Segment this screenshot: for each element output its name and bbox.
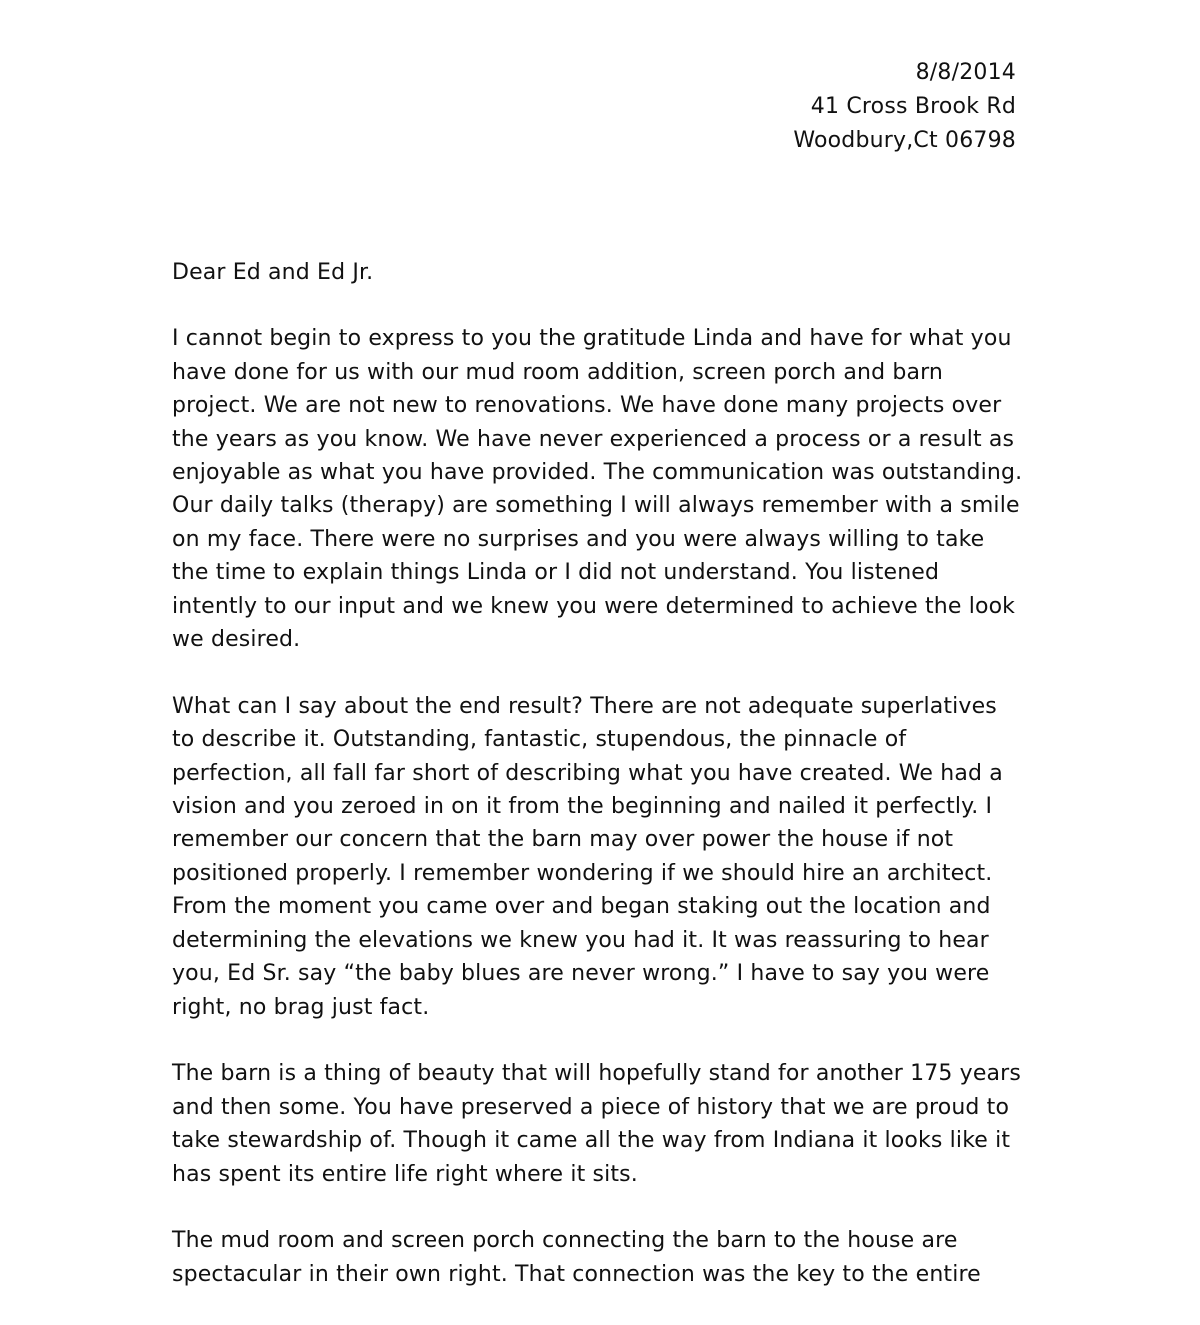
paragraph-line: perfection, all fall far short of describing what you have created. We had a [172, 760, 1003, 786]
street-address: 41 Cross Brook Rd [810, 94, 1016, 119]
paragraph-line: vision and you zeroed in on it from the beginning and nailed it perfectly. I [172, 794, 993, 820]
paragraph-line: and then some. You have preserved a piece of history that we are proud to [172, 1094, 1010, 1120]
paragraph-line: the time to explain things Linda or I did not understand. You listened [172, 560, 940, 586]
paragraph-line: you, Ed Sr. say “the baby blues are never wrong.” I have to say you were [172, 961, 990, 987]
paragraph-4 [172, 1224, 1032, 1291]
paragraph-3 [172, 1057, 1032, 1191]
salutation: Dear Ed and Ed Jr. [172, 260, 374, 285]
paragraph-line: we desired. [172, 627, 301, 653]
letter-date: 8/8/2014 [915, 60, 1016, 85]
paragraph-line: remember our concern that the barn may over power the house if not [172, 827, 954, 853]
paragraph-line: spectacular in their own right. That connection was the key to the entire [172, 1261, 981, 1287]
paragraph-line: the years as you know. We have never experienced a process or a result as [172, 426, 1015, 452]
paragraph-line: project. We are not new to renovations. We have done many projects over [172, 393, 1002, 419]
paragraph-2 [172, 690, 1032, 1024]
paragraph-line: have done for us with our mud room addition, screen porch and barn [172, 359, 943, 385]
paragraph-line: intently to our input and we knew you were determined to achieve the look [172, 593, 1016, 619]
paragraph-line: determining the elevations we knew you had it. It was reassuring to hear [172, 927, 989, 953]
paragraph-line: The mud room and screen porch connecting the barn to the house are [172, 1228, 958, 1254]
paragraph-1 [172, 322, 1032, 656]
sender-address-block [793, 56, 1016, 158]
paragraph-line: The barn is a thing of beauty that will hopefully stand for another 175 years [172, 1061, 1021, 1087]
letter-body [172, 256, 1032, 1325]
paragraph-line: What can I say about the end result? There are not adequate superlatives [172, 693, 997, 719]
paragraph-line: enjoyable as what you have provided. The communication was outstanding. [172, 460, 1023, 486]
paragraph-line: positioned properly. I remember wondering if we should hire an architect. [172, 860, 993, 886]
city-state-zip: Woodbury,Ct 06798 [793, 128, 1016, 153]
paragraph-line: take stewardship of. Though it came all the way from Indiana it looks like it [172, 1128, 1011, 1154]
paragraph-line: has spent its entire life right where it sits. [172, 1161, 638, 1187]
paragraph-line: Our daily talks (therapy) are something I will always remember with a smile [172, 493, 1020, 519]
paragraph-line: to describe it. Outstanding, fantastic, stupendous, the pinnacle of [172, 727, 907, 753]
paragraph-line: right, no brag just fact. [172, 994, 430, 1020]
paragraph-line: on my face. There were no surprises and you were always willing to take [172, 526, 985, 552]
paragraph-line: From the moment you came over and began staking out the location and [172, 894, 991, 920]
paragraph-line: I cannot begin to express to you the gratitude Linda and have for what you [172, 326, 1012, 352]
